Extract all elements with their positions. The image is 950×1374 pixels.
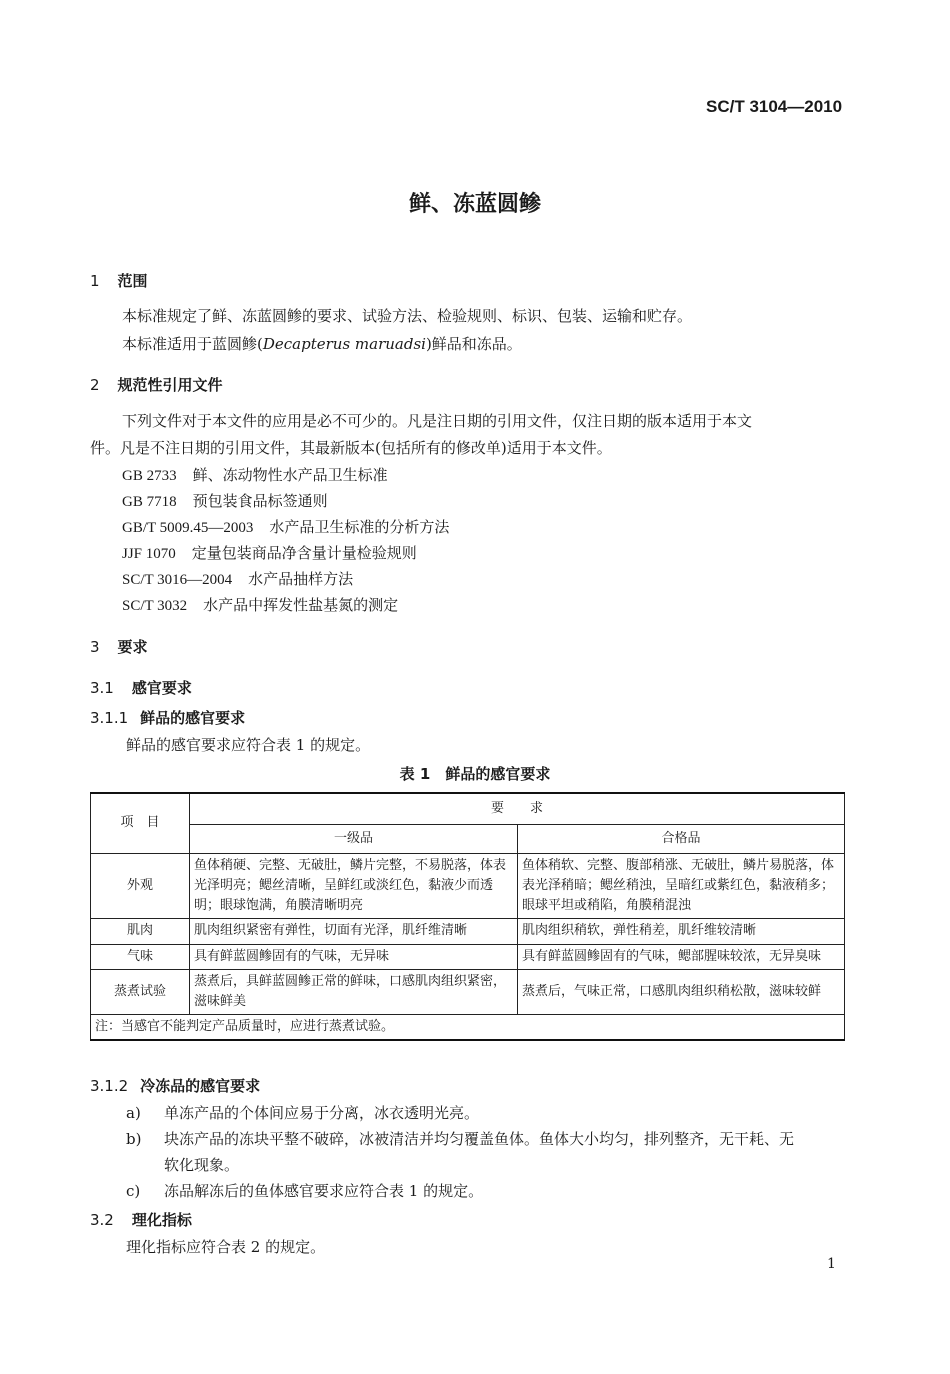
scope-paragraph-1: 本标准规定了鲜、冻蓝圆鲹的要求、试验方法、检验规则、标识、包装、运输和贮存。 <box>122 307 693 325</box>
reference-code: SC/T 3016—2004 <box>122 572 233 588</box>
table-row <box>91 854 845 919</box>
section-title: 理化指标 <box>131 1211 192 1229</box>
row-item: 外观 <box>91 854 190 919</box>
header-grade-1: 一级品 <box>190 825 518 854</box>
list-item <box>126 1102 479 1123</box>
section-number: 2 <box>90 376 100 394</box>
section-3-2-heading <box>90 1209 192 1230</box>
reference-item <box>122 464 388 485</box>
section-1-heading <box>90 270 148 291</box>
row-item: 气味 <box>91 944 190 969</box>
reference-item <box>122 594 398 615</box>
reference-item <box>122 568 353 589</box>
table-note: 注：当感官不能判定产品质量时，应进行蒸煮试验。 <box>91 1014 845 1040</box>
row-item: 肌肉 <box>91 919 190 944</box>
reference-code: GB 7718 <box>122 494 177 510</box>
reference-title: 定量包装商品净含量计量检验规则 <box>191 544 417 562</box>
section-title: 感官要求 <box>131 679 192 697</box>
list-item <box>126 1128 794 1149</box>
reference-title: 水产品中挥发性盐基氮的测定 <box>203 596 399 614</box>
list-text: 单冻产品的个体间应易于分离，冰衣透明光亮。 <box>164 1104 480 1122</box>
refs-intro-line-1: 下列文件对于本文件的应用是必不可少的。凡是注日期的引用文件，仅注日期的版本适用于本文 <box>122 412 753 430</box>
physicochemical-text: 理化指标应符合表 2 的规定。 <box>126 1238 326 1256</box>
header-qualified: 合格品 <box>518 825 845 854</box>
section-number: 3.1.1 <box>90 709 129 727</box>
section-2-heading <box>90 374 223 395</box>
grade-1-cell: 肌肉组织紧密有弹性，切面有光泽，肌纤维清晰 <box>190 919 518 944</box>
section-title: 要求 <box>117 638 148 656</box>
section-title: 范围 <box>117 272 148 290</box>
reference-title: 水产品抽样方法 <box>248 570 354 588</box>
section-number: 3.2 <box>90 1211 114 1229</box>
table-row <box>91 969 845 1014</box>
reference-item <box>122 490 328 511</box>
section-number: 3.1 <box>90 679 114 697</box>
qualified-cell: 鱼体稍软、完整、腹部稍涨、无破肚，鳞片易脱落，体表光泽稍暗；鳃丝稍浊，呈暗红或紫红色，黏液稍多；眼球平坦或稍陷，角膜稍混浊 <box>518 854 845 919</box>
section-number: 3 <box>90 638 100 656</box>
standard-code: SC/T 3104—2010 <box>706 97 843 116</box>
section-number: 3.1.2 <box>90 1077 129 1095</box>
qualified-cell: 具有鲜蓝圆鲹固有的气味，鳃部腥味较浓，无异臭味 <box>518 944 845 969</box>
latin-name: Decapterus maruadsi <box>262 335 426 353</box>
qualified-cell: 蒸煮后，气味正常，口感肌肉组织稍松散，滋味较鲜 <box>518 969 845 1014</box>
section-3-1-heading <box>90 677 192 698</box>
reference-code: SC/T 3032 <box>122 598 188 614</box>
document-title: 鲜、冻蓝圆鲹 <box>408 192 541 217</box>
sensory-requirements-table <box>90 792 845 1041</box>
refs-intro-line-2: 件。凡是不注日期的引用文件，其最新版本(包括所有的修改单)适用于本文件。 <box>90 439 612 457</box>
section-3-heading <box>90 636 148 657</box>
reference-title: 预包装食品标签通则 <box>192 492 328 510</box>
reference-item <box>122 516 449 537</box>
reference-code: GB 2733 <box>122 468 177 484</box>
row-item: 蒸煮试验 <box>91 969 190 1014</box>
reference-code: JJF 1070 <box>122 546 176 562</box>
qualified-cell: 肌肉组织稍软，弹性稍差，肌纤维较清晰 <box>518 919 845 944</box>
list-marker: c) <box>126 1182 141 1200</box>
reference-code: GB/T 5009.45—2003 <box>122 520 254 536</box>
section-3-1-2-heading <box>90 1075 260 1096</box>
section-title: 冷冻品的感官要求 <box>140 1077 261 1095</box>
section-title: 鲜品的感官要求 <box>140 709 246 727</box>
header-requirements: 要 求 <box>190 793 845 825</box>
list-text: 块冻产品的冻块平整不破碎，冰被清洁并均匀覆盖鱼体。鱼体大小均匀，排列整齐，无干耗、无 <box>164 1130 795 1148</box>
reference-title: 鲜、冻动物性水产品卫生标准 <box>192 466 388 484</box>
grade-1-cell: 具有鲜蓝圆鲹固有的气味，无异味 <box>190 944 518 969</box>
reference-title: 水产品卫生标准的分析方法 <box>269 518 450 536</box>
section-3-1-1-heading <box>90 707 245 728</box>
grade-1-cell: 鱼体稍硬、完整、无破肚，鳞片完整，不易脱落，体表光泽明亮；鳃丝清晰，呈鲜红或淡红色，黏液少而透明；眼球饱满，角膜清晰明亮 <box>190 854 518 919</box>
page-number: 1 <box>827 1256 836 1272</box>
list-marker: b) <box>126 1130 142 1148</box>
fresh-sensory-text: 鲜品的感官要求应符合表 1 的规定。 <box>126 736 371 754</box>
table-row <box>91 944 845 969</box>
list-item <box>126 1180 483 1201</box>
list-marker: a) <box>126 1104 141 1122</box>
table-1-caption: 表 1 鲜品的感官要求 <box>399 765 551 783</box>
table-row <box>91 919 845 944</box>
scope-text-before: 本标准适用于蓝圆鲹( <box>122 335 263 353</box>
header-item: 项 目 <box>91 793 190 854</box>
section-number: 1 <box>90 272 100 290</box>
grade-1-cell: 蒸煮后，具鲜蓝圆鲹正常的鲜味，口感肌肉组织紧密，滋味鲜美 <box>190 969 518 1014</box>
list-text-continuation: 软化现象。 <box>164 1156 240 1174</box>
list-text: 冻品解冻后的鱼体感官要求应符合表 1 的规定。 <box>164 1182 484 1200</box>
section-title: 规范性引用文件 <box>117 376 223 394</box>
scope-paragraph-2 <box>122 333 522 354</box>
scope-text-after: )鲜品和冻品。 <box>425 335 522 353</box>
reference-item <box>122 542 417 563</box>
